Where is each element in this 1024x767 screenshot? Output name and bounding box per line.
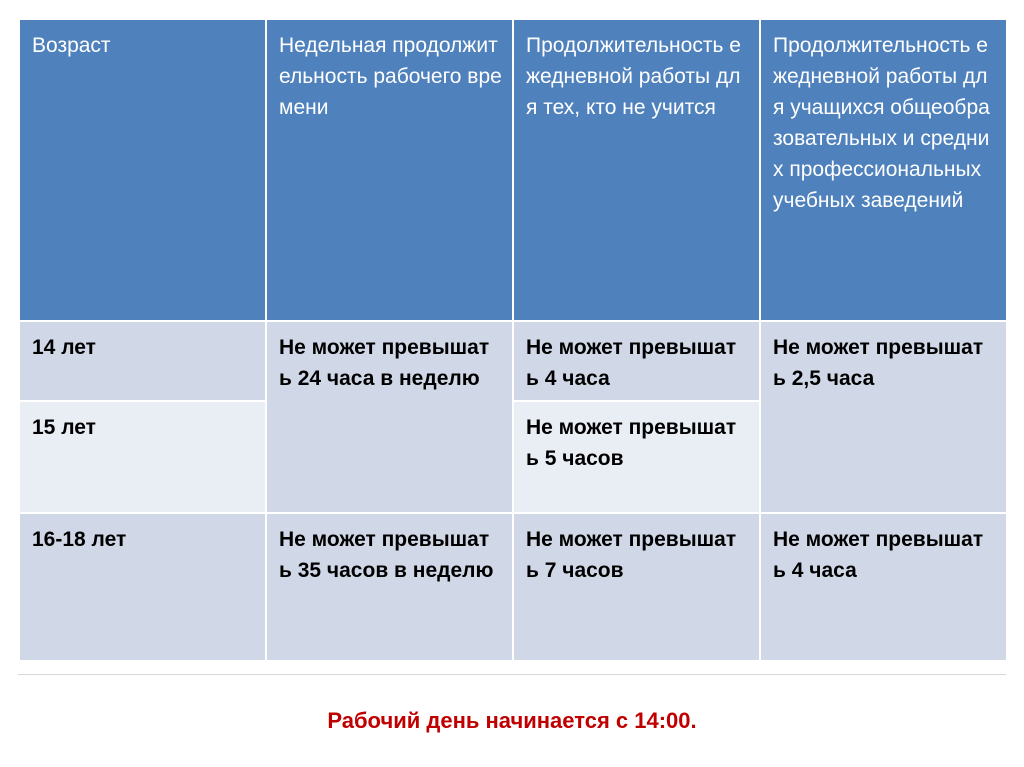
divider-line: [18, 674, 1006, 675]
cell-weekly: Не может превышать 24 часа в неделю: [266, 321, 513, 513]
cell-weekly: Не может превышать 35 часов в неделю: [266, 513, 513, 661]
header-weekly-hours: Недельная продолжительность рабочего времени: [266, 19, 513, 321]
header-row: [19, 19, 1007, 321]
table-body: [19, 321, 1007, 661]
cell-age: 15 лет: [19, 401, 266, 513]
header-age: Возраст: [19, 19, 266, 321]
header-daily-nonstudent: Продолжительность ежедневной работы для тех, кто не учится: [513, 19, 760, 321]
cell-age: 16-18 лет: [19, 513, 266, 661]
footer-note: Рабочий день начинается с 14:00.: [327, 708, 697, 733]
working-hours-table: [18, 18, 1008, 662]
cell-daily-nonstudent: Не может превышать 4 часа: [513, 321, 760, 401]
cell-daily-nonstudent: Не может превышать 7 часов: [513, 513, 760, 661]
table-row: [19, 513, 1007, 661]
cell-daily-student: Не может превышать 2,5 часа: [760, 321, 1007, 513]
cell-age: 14 лет: [19, 321, 266, 401]
header-daily-student: Продолжительность ежедневной работы для учащихся общеобразовательных и средних профессиональных учебных заведений: [760, 19, 1007, 321]
table-header: [19, 19, 1007, 321]
cell-daily-nonstudent: Не может превышать 5 часов: [513, 401, 760, 513]
cell-daily-student: Не может превышать 4 часа: [760, 513, 1007, 661]
table-row: [19, 321, 1007, 401]
